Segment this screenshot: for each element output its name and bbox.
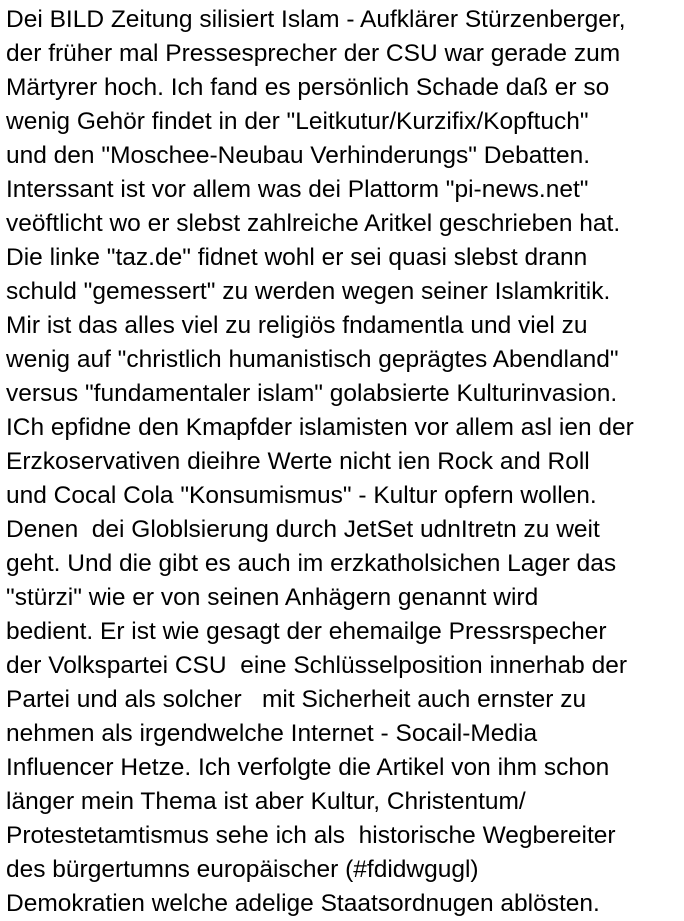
- text-line: Demokratien welche adelige Staatsordnugen ablösten.: [6, 890, 600, 917]
- text-line: Partei und als solcher mit Sicherheit auch ernster zu: [6, 686, 587, 713]
- text-line: Influencer Hetze. Ich verfolgte die Artikel von ihm schon: [6, 754, 610, 781]
- text-line: Protestetamtismus sehe ich als historische Wegbereiter: [6, 822, 616, 849]
- text-line: Denen dei Globlsierung durch JetSet udnItretn zu weit: [6, 516, 600, 543]
- text-line: des bürgertumns europäischer (#fdidwgugl): [6, 856, 479, 883]
- text-line: Interssant ist vor allem was dei Plattorm "pi-news.net": [6, 176, 589, 203]
- text-line: "stürzi" wie er von seinen Anhägern genannt wird: [6, 584, 539, 611]
- text-line: wenig auf "christlich humanistisch geprägtes Abendland": [6, 346, 619, 373]
- text-line: Dei BILD Zeitung silisiert Islam - Aufklärer Stürzenberger,: [6, 6, 626, 33]
- text-line: wenig Gehör findet in der "Leitkutur/Kurzifix/Kopftuch": [6, 108, 589, 135]
- text-line: geht. Und die gibt es auch im erzkatholsichen Lager das: [6, 550, 617, 577]
- text-line: versus "fundamentaler islam" golabsierte Kulturinvasion.: [6, 380, 618, 407]
- text-line: bedient. Er ist wie gesagt der ehemailge Pressrspecher: [6, 618, 607, 645]
- text-line: Die linke "taz.de" fidnet wohl er sei quasi slebst drann: [6, 244, 588, 271]
- text-line: veöftlicht wo er slebst zahlreiche Aritkel geschrieben hat.: [6, 210, 621, 237]
- text-line: nehmen als irgendwelche Internet - Socail-Media: [6, 720, 538, 747]
- text-line: Mir ist das alles viel zu religiös fndamentla und viel zu: [6, 312, 588, 339]
- text-line: länger mein Thema ist aber Kultur, Christentum/: [6, 788, 526, 815]
- text-line: Märtyrer hoch. Ich fand es persönlich Schade daß er so: [6, 74, 610, 101]
- text-line: Erzkoservativen dieihre Werte nicht ien Rock and Roll: [6, 448, 590, 475]
- text-line: und Cocal Cola "Konsumismus" - Kultur opfern wollen.: [6, 482, 597, 509]
- text-line: der früher mal Pressesprecher der CSU war gerade zum: [6, 40, 621, 67]
- text-line: der Volkspartei CSU eine Schlüsselposition innerhab der: [6, 652, 628, 679]
- text-line: und den "Moschee-Neubau Verhinderungs" Debatten.: [6, 142, 591, 169]
- text-line: ICh epfidne den Kmapfder islamisten vor allem asl ien der: [6, 414, 634, 441]
- body-text: [6, 3, 682, 921]
- text-line: schuld "gemessert" zu werden wegen seiner Islamkritik.: [6, 278, 611, 305]
